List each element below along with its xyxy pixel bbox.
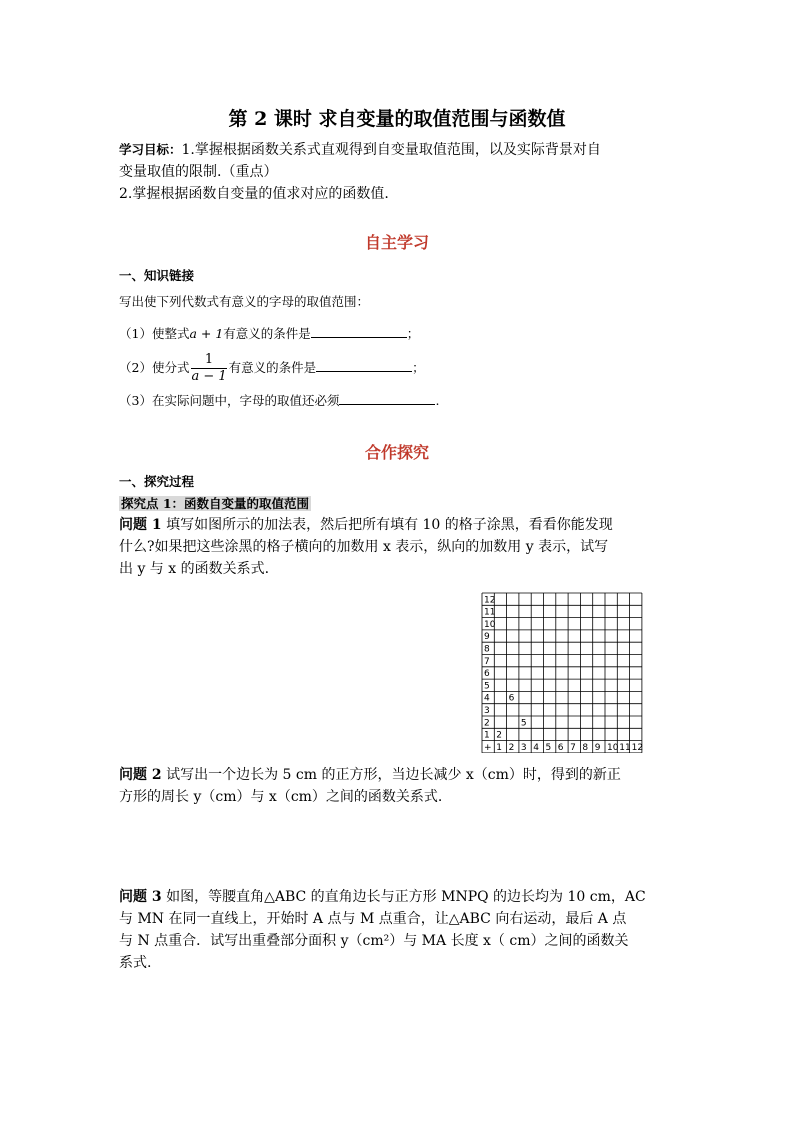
- question-2: [119, 352, 425, 385]
- objectives-line3: 2.掌握根据函数自变量的值求对应的函数值.: [119, 186, 389, 202]
- problem-1-label: 问题 1: [119, 517, 162, 533]
- grid-col-label: 11: [619, 742, 631, 753]
- grid-col-label: 12: [631, 742, 644, 753]
- knowledge-intro: 写出使下列代数式有意义的字母的取值范围：: [119, 294, 370, 309]
- grid-row-label: 9: [484, 632, 490, 643]
- knowledge-link-heading: 一、知识链接: [119, 268, 195, 283]
- problem-3-text-1: 如图，等腰直角△ABC 的直角边长与正方形 MNPQ 的边长均为 10 cm，AC: [161, 889, 646, 905]
- grid-row-label: 3: [484, 706, 490, 716]
- problem-2-label: 问题 2: [119, 767, 162, 783]
- exploration-point-1-label: 探究点 1：函数自变量的取值范围: [121, 496, 310, 511]
- q3-text: （3）在实际问题中，字母的取值还必须: [119, 393, 340, 408]
- grid-col-label: 6: [557, 742, 564, 753]
- q1-semicolon: ；: [406, 326, 420, 341]
- problem-2-line1: [119, 764, 621, 786]
- problem-1-line3: 出 y 与 x 的函数关系式.: [119, 561, 270, 577]
- section-heading-self-study: 自主学习: [364, 233, 429, 252]
- grid-col-label: 1: [496, 742, 503, 753]
- objectives-line1: [119, 139, 601, 161]
- q1-answer-blank[interactable]: [311, 323, 407, 338]
- question-3: [119, 390, 439, 409]
- grid-filled-cell: 5: [520, 718, 527, 729]
- exploration-point-1: [119, 493, 311, 512]
- page-title: 第 2 课时 求自变量的取值范围与函数值: [228, 108, 566, 130]
- grid-lines: [482, 593, 642, 753]
- grid-row-label: 10: [484, 619, 496, 630]
- q2-denominator: a − 1: [191, 369, 227, 384]
- q3-period: .: [435, 393, 440, 408]
- grid-col-label: 9: [594, 742, 601, 753]
- q2-semicolon: ；: [412, 360, 425, 375]
- q2-numerator: 1: [191, 352, 226, 369]
- grid-row-label: 6: [484, 669, 490, 680]
- grid-row-label: 7: [484, 656, 490, 667]
- problem-2-line2: 方形的周长 y（cm）与 x（cm）之间的函数关系式.: [119, 789, 443, 805]
- problem-3-line3: 与 N 点重合．试写出重叠部分面积 y（cm²）与 MA 长度 x（ cm）之间的函数关: [119, 933, 629, 949]
- problem-1-line2: 什么?如果把这些涂黑的格子横向的加数用 x 表示，纵向的加数用 y 表示，试写: [119, 539, 609, 555]
- q2-fraction: [191, 352, 226, 385]
- question-1: [119, 323, 419, 342]
- grid-row-label: 1: [484, 730, 490, 741]
- section-heading-cooperation: 合作探究: [364, 443, 429, 462]
- problem-2-text-1: 试写出一个边长为 5 cm 的正方形，当边长减少 x（cm）时，得到的新正: [161, 767, 621, 783]
- problem-1-text-1: 填写如图所示的加法表，然后把所有填有 10 的格子涂黑，看看你能发现: [161, 517, 613, 533]
- q1-suffix: 有意义的条件是: [223, 326, 311, 341]
- grid-col-label: 5: [545, 742, 552, 753]
- objectives-text-1: 1.掌握根据函数关系式直观得到自变量取值范围，以及实际背景对自: [181, 142, 601, 158]
- objectives-label: 学习目标：: [119, 142, 182, 157]
- grid-corner-plus: +: [484, 742, 492, 753]
- q2-prefix: （2）使分式: [119, 360, 190, 375]
- grid-col-label: 3: [520, 742, 527, 753]
- grid-col-label: 8: [582, 742, 589, 753]
- grid-col-label: 10: [607, 742, 619, 753]
- grid-filled-cell: 2: [496, 730, 503, 741]
- grid-row-label: 2: [484, 718, 490, 729]
- q2-answer-blank[interactable]: [316, 357, 412, 372]
- addition-table-grid: [480, 591, 656, 753]
- grid-col-label: 2: [508, 742, 515, 753]
- grid-row-label: 4: [484, 693, 490, 704]
- q3-answer-blank[interactable]: [339, 390, 435, 405]
- problem-1-line1: [119, 514, 613, 536]
- problem-3-line1: [119, 886, 646, 908]
- grid-filled-cell: 6: [508, 693, 515, 704]
- grid-col-label: 4: [533, 742, 539, 753]
- grid-labels: [484, 595, 643, 753]
- q1-expression: a + 1: [189, 326, 224, 341]
- grid-row-label: 5: [484, 681, 490, 692]
- q1-prefix: （1）使整式: [119, 326, 190, 341]
- grid-col-label: 7: [570, 742, 576, 753]
- exploration-heading: 一、探究过程: [119, 474, 195, 489]
- grid-row-label: 12: [484, 595, 496, 606]
- problem-3-label: 问题 3: [119, 889, 162, 905]
- q2-suffix: 有意义的条件是: [228, 360, 317, 375]
- grid-row-label: 11: [484, 607, 496, 618]
- grid-row-label: 8: [484, 644, 490, 655]
- problem-3-line2: 与 MN 在同一直线上，开始时 A 点与 M 点重合，让△ABC 向右运动，最后 A 点: [119, 911, 627, 927]
- objectives-line2: 变量取值的限制.（重点）: [119, 164, 278, 180]
- problem-3-line4: 系式.: [119, 955, 152, 971]
